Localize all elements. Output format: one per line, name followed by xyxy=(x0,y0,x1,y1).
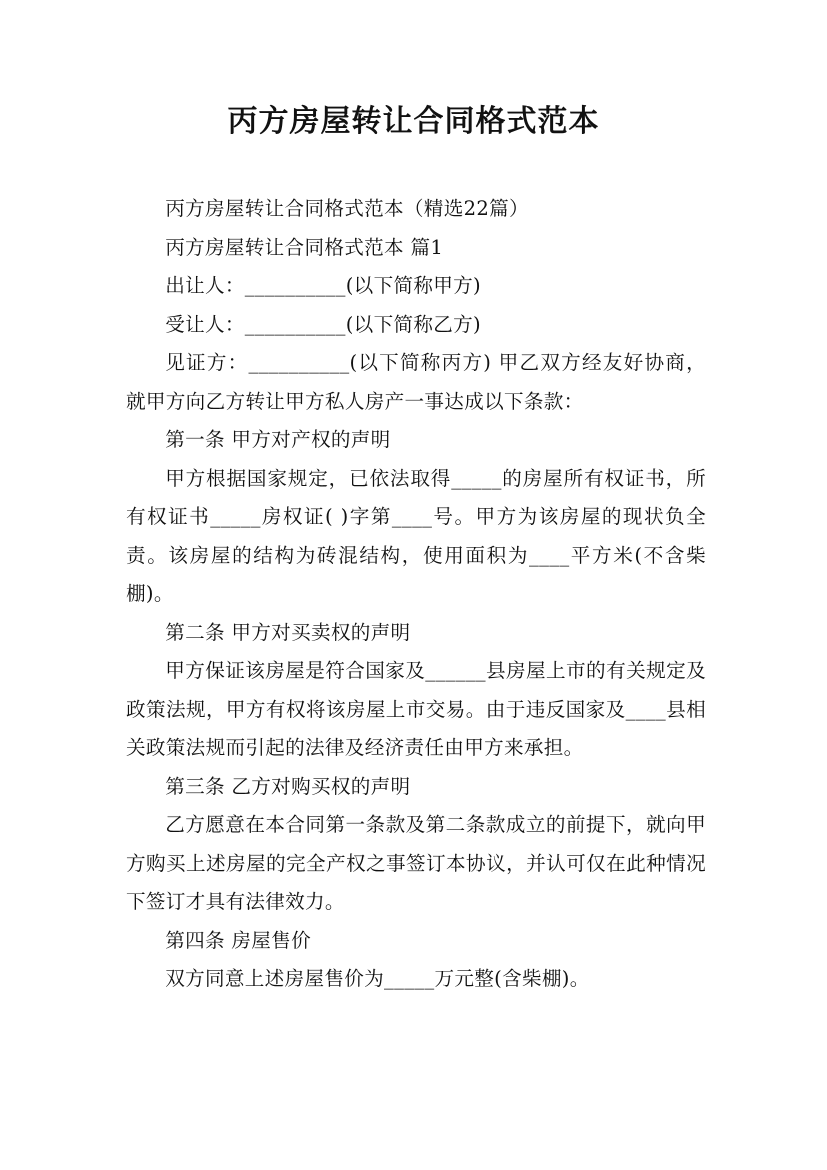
article-1-body: 甲方根据国家规定，已依法取得_____的房屋所有权证书，所有权证书_____房权证( )字第____号。甲方为该房屋的现状负全责。该房屋的结构为砖混结构，使用面积为____平方米(不含柴棚)。 xyxy=(126,466,706,605)
article-2-heading: 第二条 甲方对买卖权的声明 xyxy=(165,620,411,644)
page-title: 丙方房屋转让合同格式范本 xyxy=(227,104,600,139)
article-3-heading: 第三条 乙方对购买权的声明 xyxy=(165,774,411,798)
article-2-body: 甲方保证该房屋是符合国家及______县房屋上市的有关规定及政策法规，甲方有权将该房屋上市交易。由于违反国家及____县相关政策法规而引起的法律及经济责任由甲方来承担。 xyxy=(126,659,706,759)
article-1-heading: 第一条 甲方对产权的声明 xyxy=(165,428,391,451)
article-4-body: 双方同意上述房屋售价为_____万元整(含柴棚)。 xyxy=(165,967,590,990)
document-body xyxy=(126,190,706,999)
paragraph-subtitle: 丙方房屋转让合同格式范本（精选22篇） xyxy=(165,197,529,220)
paragraph-witness: 见证方：__________(以下简称丙方) 甲乙双方经友好协商，就甲方向乙方转让甲方私人房产一事达成以下条款： xyxy=(126,351,706,413)
paragraph-section-heading: 丙方房屋转让合同格式范本 篇1 xyxy=(165,235,444,259)
article-4-heading: 第四条 房屋售价 xyxy=(165,928,311,952)
paragraph-transferee: 受让人：__________(以下简称乙方) xyxy=(165,312,481,336)
article-3-body: 乙方愿意在本合同第一条款及第二条款成立的前提下，就向甲方购买上述房屋的完全产权之事签订本协议，并认可仅在此种情况下签订才具有法律效力。 xyxy=(126,813,706,913)
paragraph-transferor: 出让人：__________(以下简称甲方) xyxy=(165,274,481,297)
